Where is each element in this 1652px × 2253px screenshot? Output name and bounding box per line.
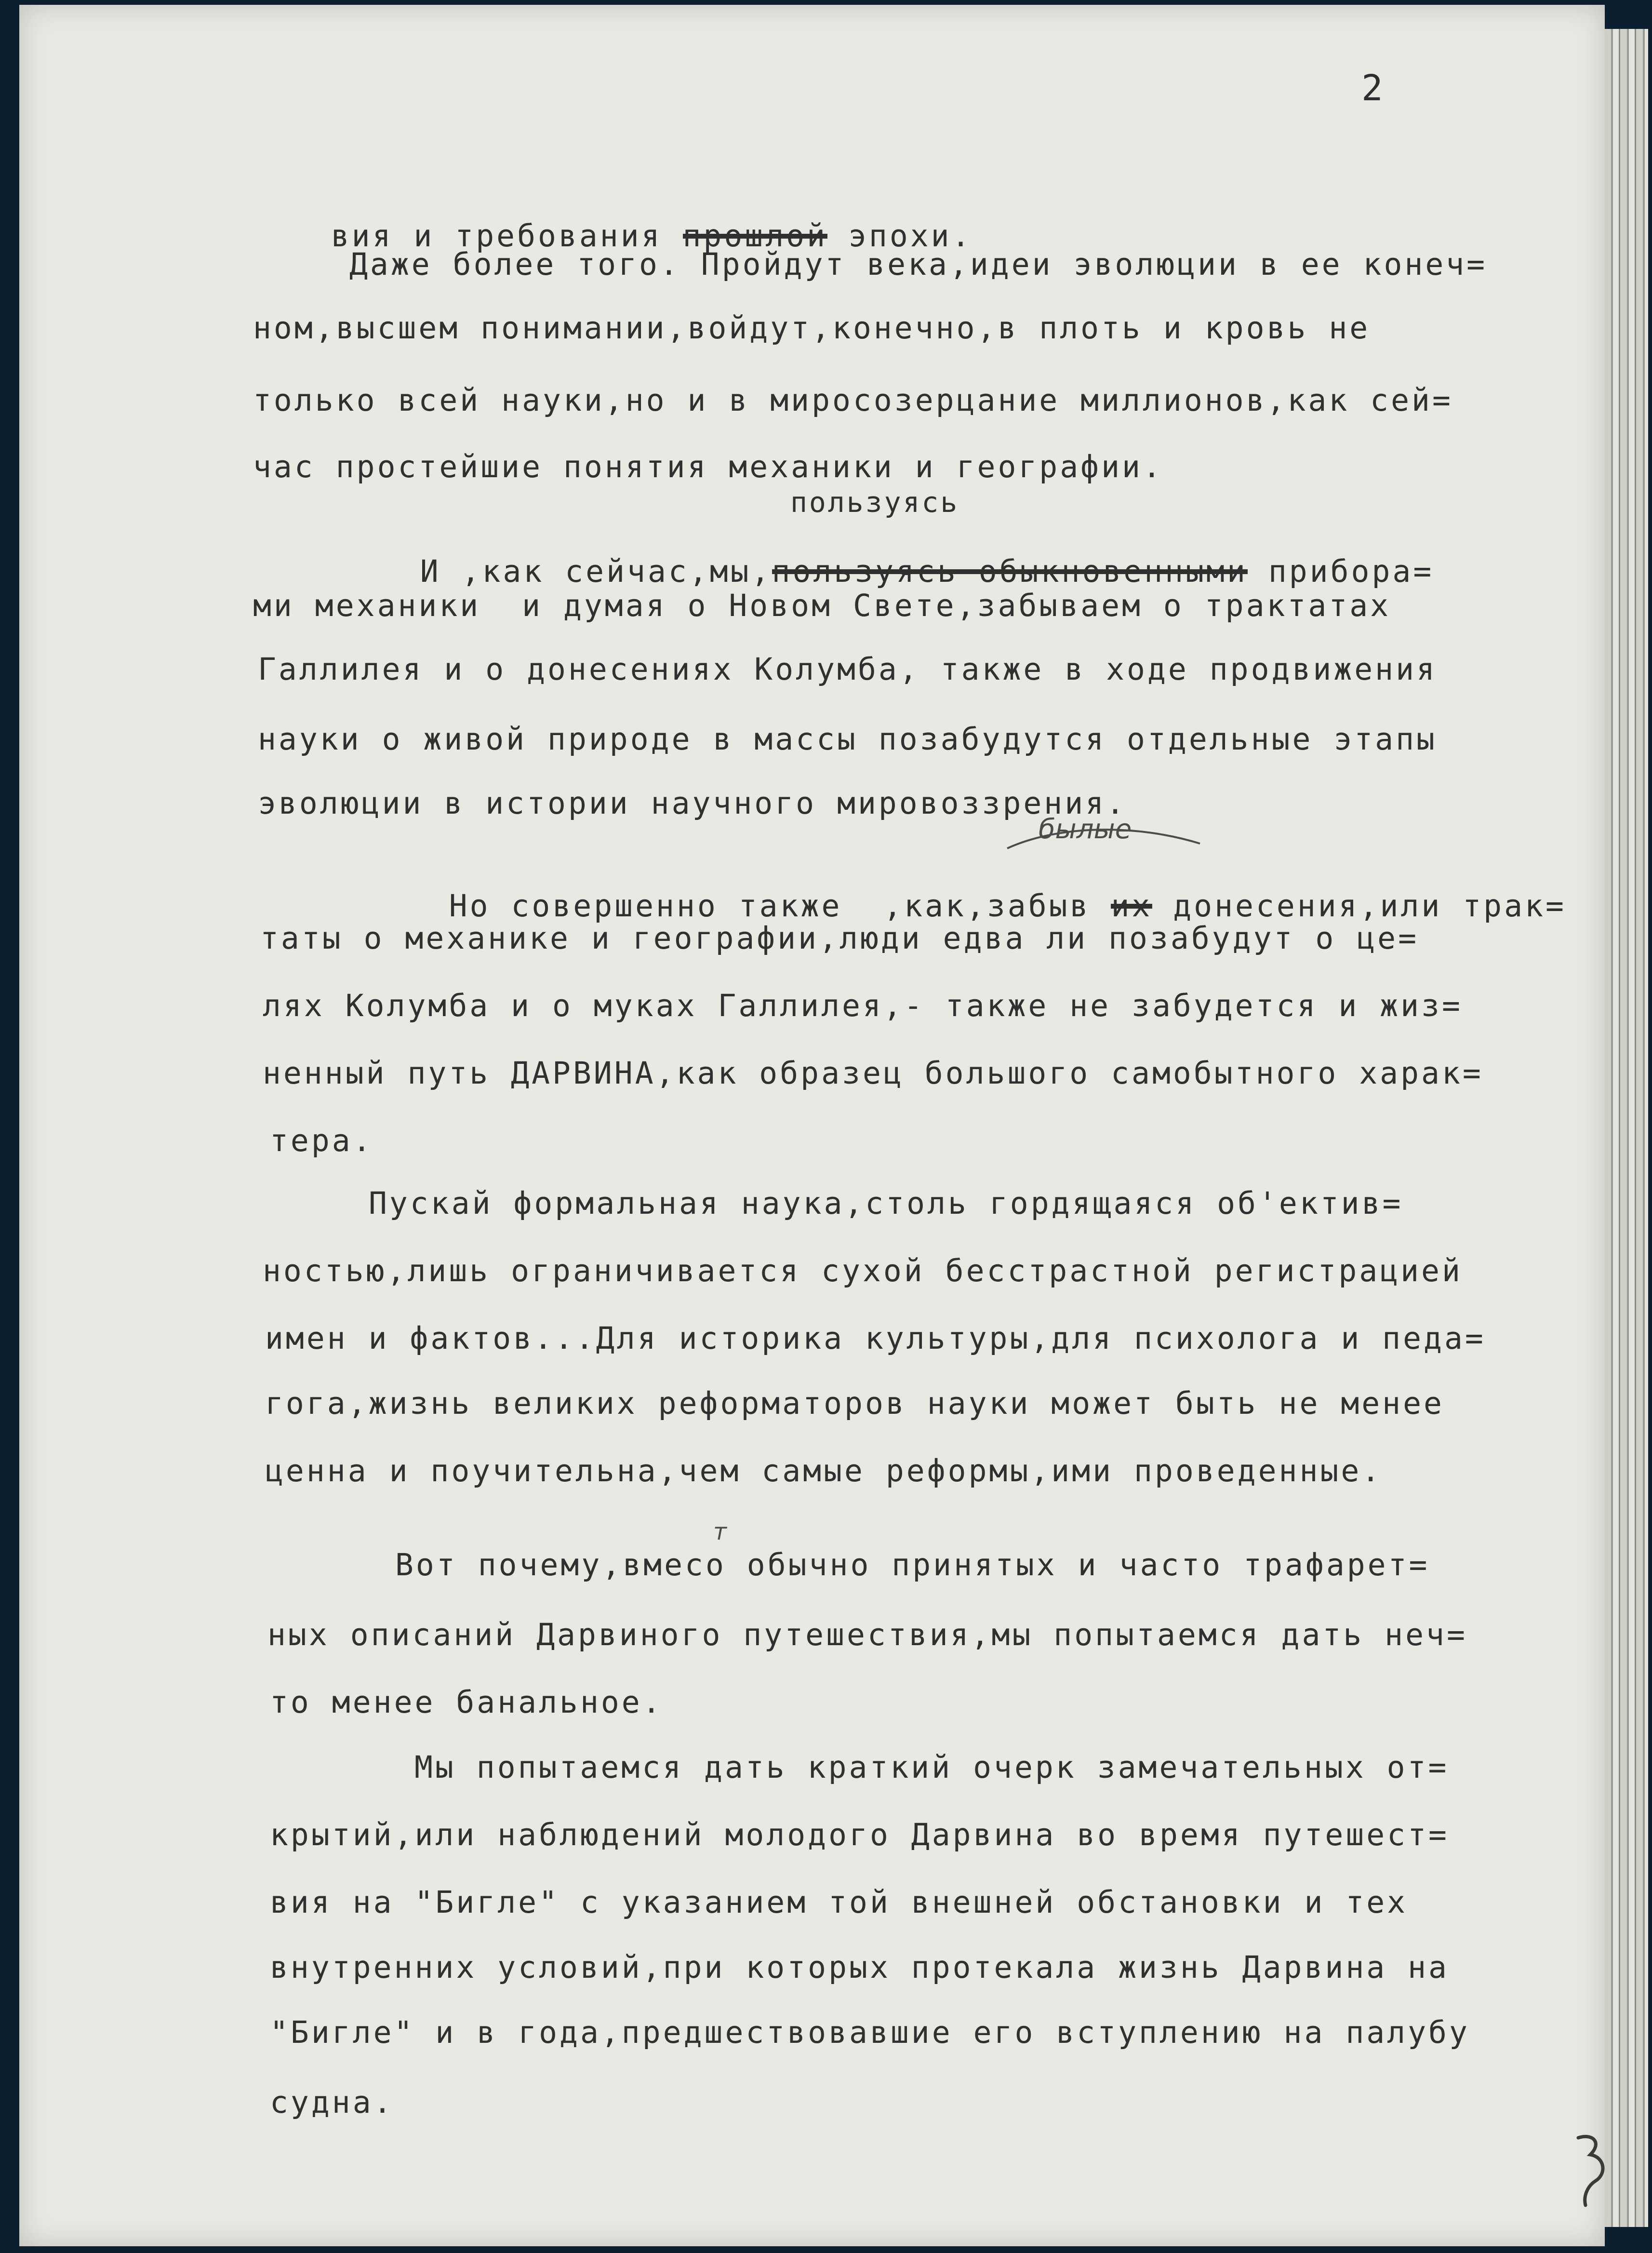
handwritten-insertion: былые bbox=[1039, 814, 1132, 845]
text-line: вия на "Бигле" с указанием той внешней обстановки и тех bbox=[270, 1885, 1408, 1920]
text-fragment: прибора= bbox=[1247, 554, 1434, 589]
handwritten-caret bbox=[1002, 819, 1205, 853]
text-line: крытий,или наблюдений молодого Дарвина во время путешест= bbox=[270, 1817, 1449, 1852]
struck-text: прошлой bbox=[682, 218, 828, 254]
text-line: таты о механике и географии,люди едва ли позабудут о це= bbox=[260, 921, 1419, 956]
text-line: час простейшие понятия механики и географии. bbox=[253, 449, 1163, 484]
text-line: судна. bbox=[270, 2085, 394, 2120]
text-line: ненный путь ДАРВИНА,как образец большого самобытного харак= bbox=[263, 1056, 1483, 1091]
text-line: "Бигле" и в года,предшествовавшие его вступлению на палубу bbox=[270, 2015, 1470, 2050]
text-line: науки о живой природе в массы позабудутся отдельные этапы bbox=[258, 722, 1437, 757]
text-line: только всей науки,но и в миросозерцание миллионов,как сей= bbox=[253, 383, 1453, 418]
struck-text: пользуясь обыкновенными bbox=[772, 554, 1248, 589]
text-line: то менее банальное. bbox=[270, 1685, 663, 1720]
text-line: Даже более того. Пройдут века,идеи эволюции в ее конеч= bbox=[349, 247, 1488, 282]
text-line: Пускай формальная наука,столь гордящаяся об'ектив= bbox=[369, 1186, 1403, 1221]
handwritten-folio-mark bbox=[1569, 2128, 1612, 2210]
text-line: тера. bbox=[270, 1123, 373, 1158]
handwritten-insertion: т bbox=[713, 1518, 727, 1545]
text-line: ценна и поучительна,чем самые реформы,ими проведенные. bbox=[265, 1453, 1383, 1489]
text-line: имен и фактов...Для историка культуры,для психолога и педа= bbox=[265, 1321, 1486, 1356]
text-fragment: Но совершенно также ,как,забыв bbox=[449, 888, 1111, 924]
page-number: 2 bbox=[1361, 67, 1383, 109]
text-line: Вот почему,вмесо обычно принятых и часто трафарет= bbox=[395, 1547, 1430, 1582]
text-line: Мы попытаемся дать краткий очерк замечательных от= bbox=[414, 1750, 1449, 1785]
text-line: ностью,лишь ограничивается сухой бесстрастной регистрацией bbox=[263, 1253, 1463, 1288]
struck-text: их bbox=[1111, 888, 1153, 924]
text-line: эволюции в истории научного мировоззрения. bbox=[258, 786, 1127, 821]
text-line: Галлилея и о донесениях Колумба, также в ходе продвижения bbox=[258, 652, 1437, 687]
text-line: ми механики и думая о Новом Свете,забываем о трактатах bbox=[253, 588, 1391, 623]
text-line: лях Колумба и о муках Галлилея,- также не забудется и жиз= bbox=[263, 988, 1463, 1023]
typed-insertion: пользуясь bbox=[790, 486, 959, 519]
text-fragment: эпохи. bbox=[827, 218, 973, 254]
text-line: гога,жизнь великих реформаторов науки может быть не менее bbox=[265, 1386, 1444, 1421]
text-line: внутренних условий,при которых протекала жизнь Дарвина на bbox=[270, 1950, 1449, 1985]
text-fragment: И ,как сейчас,мы, bbox=[420, 554, 772, 589]
text-fragment: вия и требования bbox=[331, 218, 683, 254]
text-fragment: донесения,или трак= bbox=[1152, 888, 1566, 924]
text-line: ных описаний Дарвиного путешествия,мы попытаемся дать неч= bbox=[267, 1617, 1467, 1652]
text-line: ном,высшем понимании,войдут,конечно,в плоть и кровь не bbox=[253, 310, 1371, 346]
